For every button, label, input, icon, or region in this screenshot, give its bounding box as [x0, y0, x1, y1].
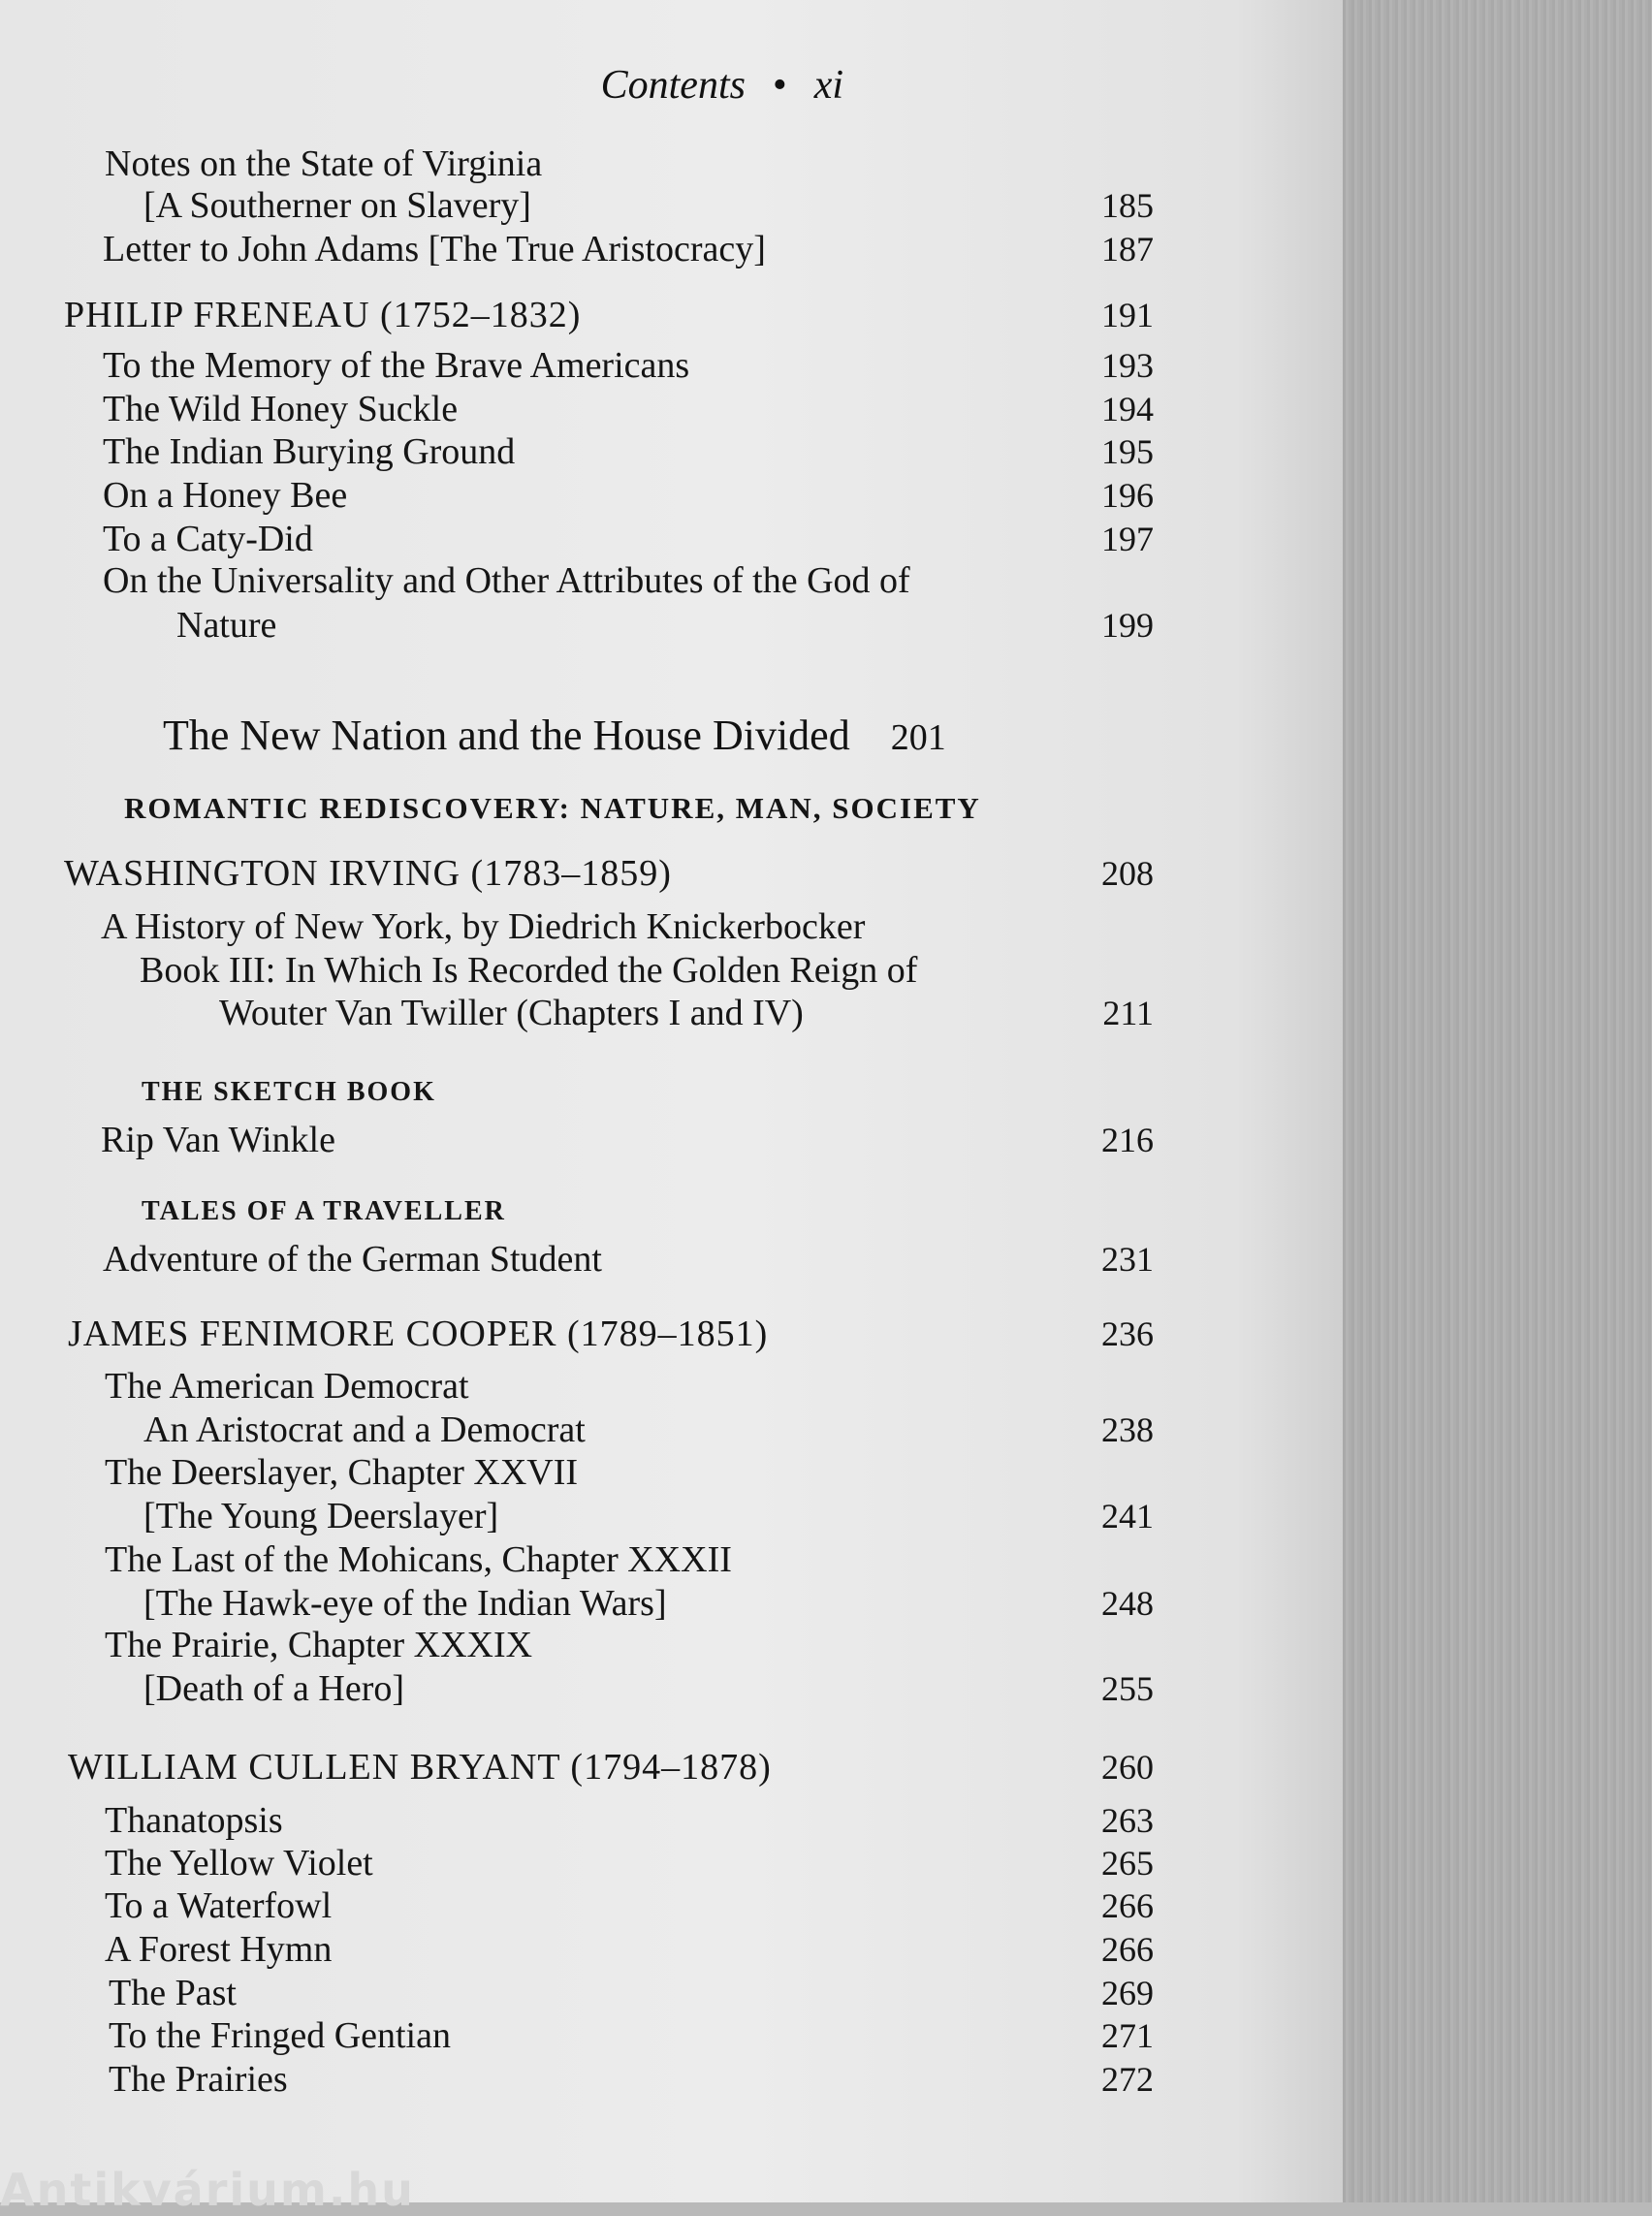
toc-entry [0, 343, 1154, 388]
toc-entry [0, 1408, 1154, 1452]
entry-title: An Aristocrat and a Democrat [143, 1409, 586, 1450]
toc-entry [0, 429, 1154, 474]
toc-entry [0, 1537, 1154, 1582]
entry-title: Adventure of the German Student [103, 1239, 602, 1280]
entry-page: 255 [1101, 1669, 1154, 1708]
toc-entry [0, 1971, 1154, 2015]
toc-entry [0, 142, 1154, 186]
entry-title: [A Southerner on Slavery] [143, 185, 531, 226]
entry-title: Rip Van Winkle [101, 1120, 335, 1160]
collection-heading: THE SKETCH BOOK [142, 1077, 436, 1107]
entry-page: 272 [1101, 2060, 1154, 2099]
entry-title: [The Young Deerslayer] [143, 1496, 499, 1536]
toc-author [0, 1312, 1154, 1356]
entry-title: A Forest Hymn [105, 1929, 333, 1970]
running-head-page: xi [813, 63, 843, 108]
entry-page: 236 [1101, 1314, 1154, 1353]
author-heading: WASHINGTON IRVING (1783–1859) [64, 853, 672, 894]
collection-heading: TALES OF A TRAVELLER [142, 1196, 506, 1226]
entry-title: Notes on the State of Virginia [105, 143, 543, 184]
entry-title: The American Democrat [105, 1366, 469, 1407]
toc-entry [0, 948, 1154, 993]
entry-title: To a Caty-Did [103, 519, 313, 559]
entry-title: [Death of a Hero] [143, 1668, 405, 1709]
running-head-separator: • [772, 63, 787, 108]
entry-page: 196 [1101, 476, 1154, 515]
entry-page: 263 [1101, 1801, 1154, 1840]
section-title-text: The New Nation and the House Divided [163, 712, 850, 759]
entry-page: 231 [1101, 1240, 1154, 1279]
entry-page: 185 [1101, 186, 1154, 225]
entry-page: 266 [1101, 1930, 1154, 1969]
entry-title: Book III: In Which Is Recorded the Golden Reign of [140, 950, 918, 991]
toc-entry [0, 558, 1154, 603]
entry-title: Wouter Van Twiller (Chapters I and IV) [219, 993, 804, 1033]
entry-title: A History of New York, by Diedrich Knickerbocker [101, 906, 866, 947]
author-heading: JAMES FENIMORE COOPER (1789–1851) [68, 1314, 769, 1354]
page-edge-shadow [1343, 0, 1652, 2202]
entry-page: 238 [1101, 1410, 1154, 1449]
toc-entry [0, 603, 1154, 648]
entry-page: 241 [1101, 1497, 1154, 1535]
entry-page: 211 [1102, 994, 1154, 1032]
entry-page: 194 [1101, 390, 1154, 428]
toc-entry [0, 1666, 1154, 1711]
entry-title: The Prairie, Chapter XXXIX [105, 1625, 533, 1665]
toc-entry [0, 1623, 1154, 1667]
toc-entry [0, 2057, 1154, 2102]
toc-entry [0, 1237, 1154, 1282]
entry-page: 265 [1101, 1844, 1154, 1883]
toc-entry [0, 1884, 1154, 1928]
toc-entry [0, 904, 1154, 949]
entry-title: The Last of the Mohicans, Chapter XXXII [105, 1539, 732, 1580]
entry-title: The Prairies [109, 2059, 288, 2100]
entry-title: The Indian Burying Ground [103, 431, 516, 472]
toc-author [0, 851, 1154, 896]
entry-page: 191 [1101, 296, 1154, 334]
entry-title: Nature [176, 605, 277, 646]
author-heading: WILLIAM CULLEN BRYANT (1794–1878) [68, 1747, 772, 1788]
entry-page: 216 [1101, 1121, 1154, 1159]
entry-title: The Wild Honey Suckle [103, 389, 459, 429]
toc-entry [0, 227, 1154, 271]
entry-page: 197 [1101, 520, 1154, 558]
toc-entry [0, 1450, 1154, 1495]
toc-entry [0, 1927, 1154, 1972]
entry-title: To the Memory of the Brave Americans [103, 345, 690, 386]
entry-title: The Yellow Violet [105, 1843, 373, 1884]
entry-page: 187 [1101, 230, 1154, 269]
toc-entry [0, 517, 1154, 561]
toc-entry [0, 1841, 1154, 1885]
toc-entry [0, 183, 1154, 228]
toc-author [0, 293, 1154, 337]
toc-entry [0, 473, 1154, 518]
entry-page: 248 [1101, 1584, 1154, 1623]
entry-page: 260 [1101, 1748, 1154, 1787]
entry-title: The Past [109, 1973, 237, 2013]
entry-page: 199 [1101, 606, 1154, 645]
section-title [163, 711, 946, 760]
entry-title: To a Waterfowl [105, 1885, 333, 1926]
entry-page: 208 [1101, 854, 1154, 893]
section-subhead: ROMANTIC REDISCOVERY: NATURE, MAN, SOCIETY [124, 791, 981, 825]
toc-entry [0, 1494, 1154, 1538]
author-heading: PHILIP FRENEAU (1752–1832) [64, 295, 582, 335]
toc-entry [0, 2013, 1154, 2058]
entry-title: [The Hawk-eye of the Indian Wars] [143, 1583, 667, 1624]
toc-subhead [0, 1189, 1154, 1234]
entry-title: To the Fringed Gentian [109, 2015, 451, 2056]
entry-title: On a Honey Bee [103, 475, 348, 516]
toc-entry [0, 991, 1154, 1035]
toc-entry [0, 1364, 1154, 1409]
running-head-title: Contents [600, 63, 746, 108]
entry-page: 195 [1101, 432, 1154, 471]
toc-author [0, 1745, 1154, 1789]
entry-page: 269 [1101, 1974, 1154, 2012]
toc-entry [0, 1581, 1154, 1626]
entry-title: Letter to John Adams [The True Aristocracy] [103, 229, 766, 269]
watermark: Antikvárium.hu [0, 2164, 415, 2216]
section-title-page: 201 [890, 717, 946, 758]
entry-page: 193 [1101, 346, 1154, 385]
toc-entry [0, 1798, 1154, 1843]
running-head [601, 62, 843, 109]
entry-page: 266 [1101, 1886, 1154, 1925]
entry-title: On the Universality and Other Attributes of the God of [103, 560, 910, 601]
entry-page: 271 [1101, 2016, 1154, 2055]
toc-entry [0, 1118, 1154, 1162]
entry-title: The Deerslayer, Chapter XXVII [105, 1452, 579, 1493]
entry-title: Thanatopsis [105, 1800, 283, 1841]
toc-subhead [0, 1070, 1154, 1115]
toc-entry [0, 387, 1154, 431]
